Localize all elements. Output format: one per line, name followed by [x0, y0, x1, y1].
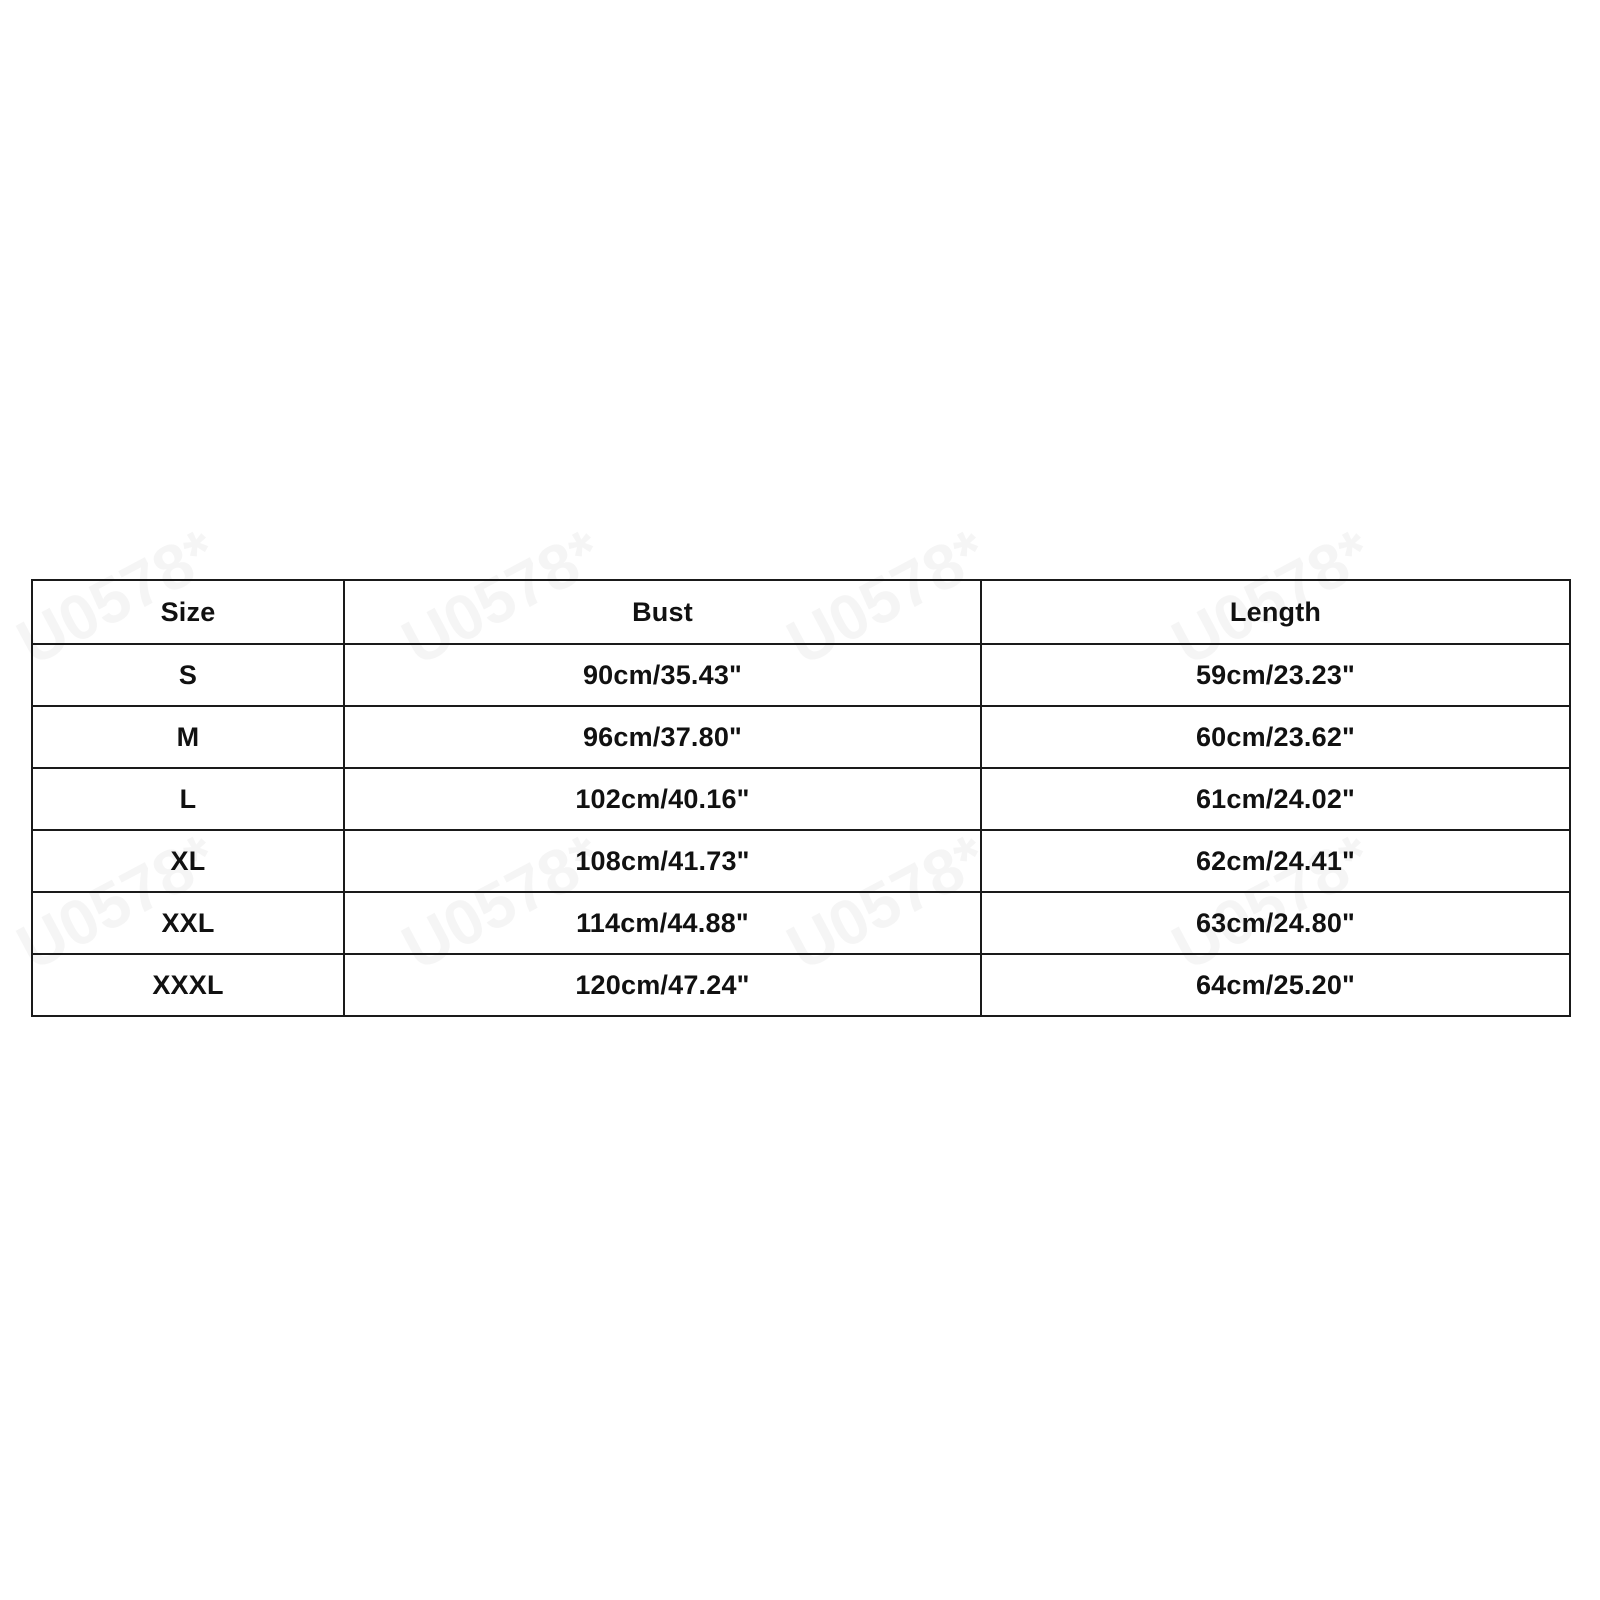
cell-bust: 102cm/40.16": [344, 768, 981, 830]
table-row: [32, 644, 1570, 706]
table-row: [32, 830, 1570, 892]
table-row: [32, 706, 1570, 768]
table-row: [32, 892, 1570, 954]
header-length: Length: [981, 580, 1570, 644]
cell-size: XXL: [32, 892, 344, 954]
cell-length: 61cm/24.02": [981, 768, 1570, 830]
cell-bust: 114cm/44.88": [344, 892, 981, 954]
cell-length: 60cm/23.62": [981, 706, 1570, 768]
cell-size: XXXL: [32, 954, 344, 1016]
header-size: Size: [32, 580, 344, 644]
cell-bust: 108cm/41.73": [344, 830, 981, 892]
cell-bust: 90cm/35.43": [344, 644, 981, 706]
size-chart-table: [31, 579, 1571, 1017]
table-header-row: [32, 580, 1570, 644]
cell-length: 62cm/24.41": [981, 830, 1570, 892]
cell-bust: 96cm/37.80": [344, 706, 981, 768]
table-row: [32, 768, 1570, 830]
table-header: [32, 580, 1570, 644]
cell-length: 64cm/25.20": [981, 954, 1570, 1016]
table-body: [32, 644, 1570, 1016]
cell-bust: 120cm/47.24": [344, 954, 981, 1016]
header-bust: Bust: [344, 580, 981, 644]
cell-length: 63cm/24.80": [981, 892, 1570, 954]
cell-size: L: [32, 768, 344, 830]
cell-size: S: [32, 644, 344, 706]
cell-size: M: [32, 706, 344, 768]
cell-size: XL: [32, 830, 344, 892]
cell-length: 59cm/23.23": [981, 644, 1570, 706]
table-row: [32, 954, 1570, 1016]
